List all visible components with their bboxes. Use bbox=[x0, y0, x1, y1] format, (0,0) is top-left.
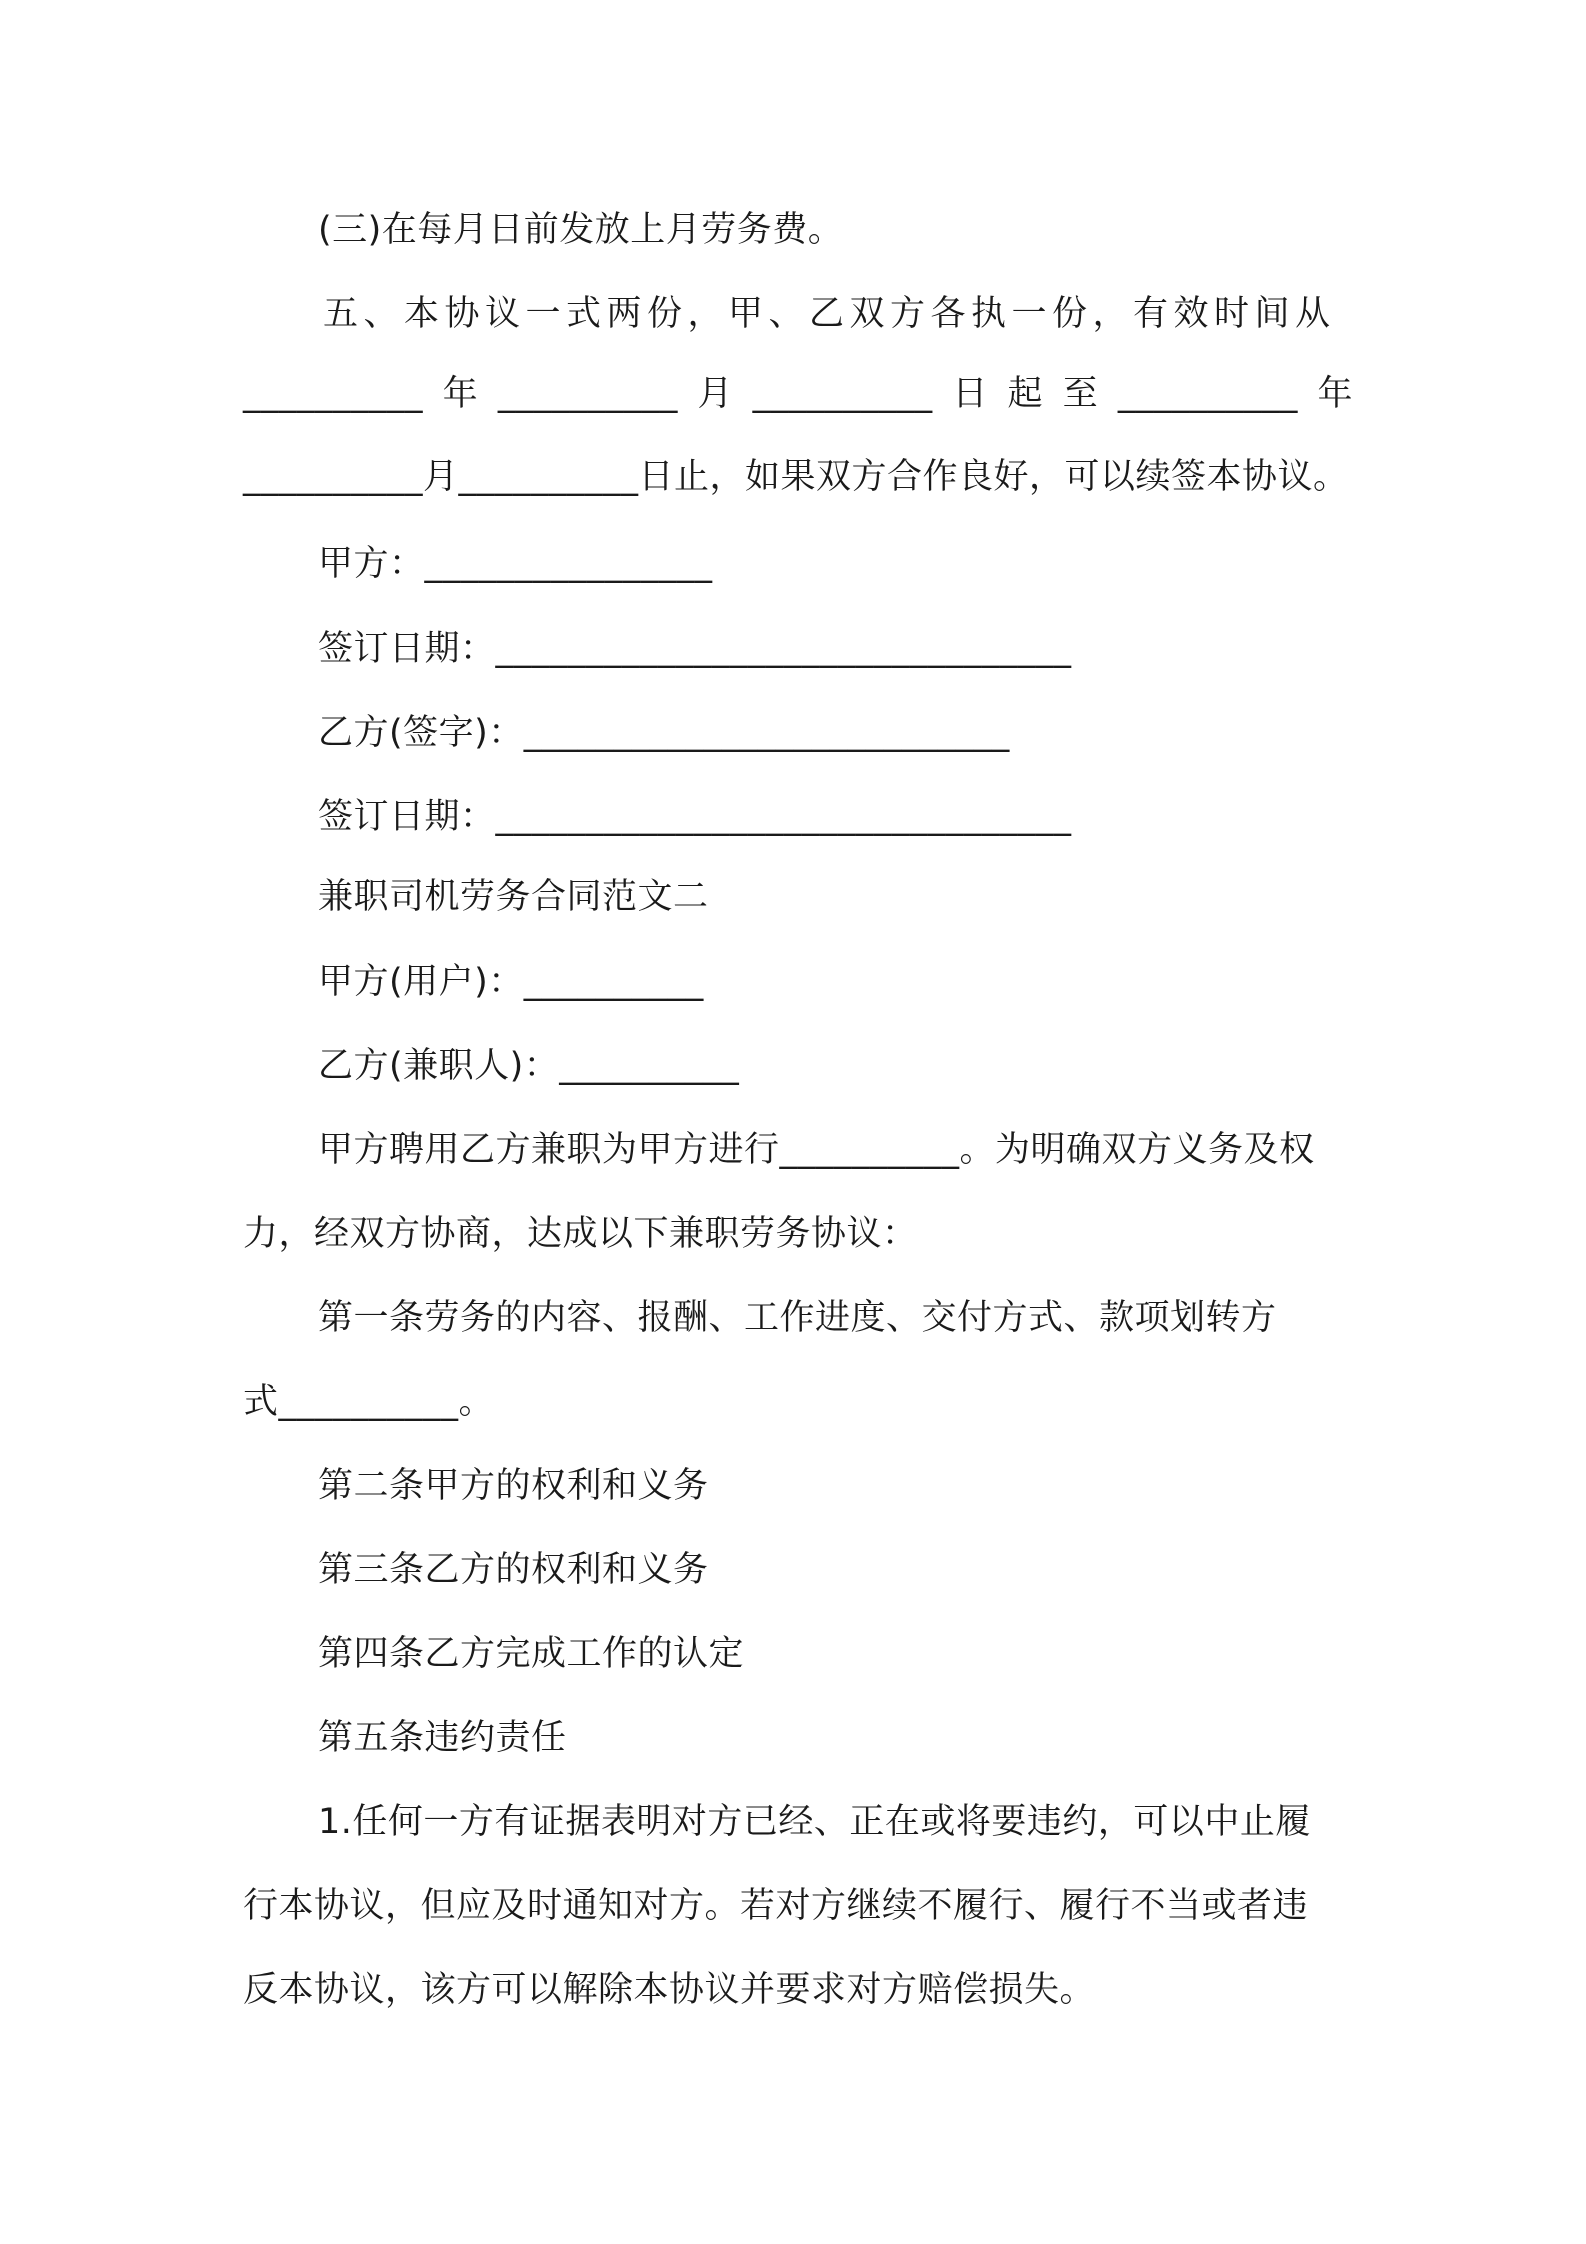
day-label: 日 bbox=[952, 374, 988, 414]
article-one-line-2: 式__________。 bbox=[243, 1382, 495, 1422]
blank-year-end: __________ bbox=[1117, 374, 1298, 414]
party-b-sign-date: 签订日期：________________________________ bbox=[318, 797, 1072, 837]
article-three: 第三条乙方的权利和义务 bbox=[318, 1550, 709, 1590]
blank-month-start: __________ bbox=[497, 374, 678, 414]
preamble-line-1: 甲方聘用乙方兼职为甲方进行__________。为明确双方义务及权 bbox=[318, 1130, 1315, 1170]
qi-label: 起 bbox=[1007, 374, 1043, 414]
article-one-line-1: 第一条劳务的内容、报酬、工作进度、交付方式、款项划转方 bbox=[318, 1298, 1277, 1338]
party-b-signature: 乙方(签字)：___________________________ bbox=[318, 713, 1010, 753]
party-b-part-timer: 乙方(兼职人)：__________ bbox=[318, 1046, 740, 1086]
year-label: 年 bbox=[442, 374, 479, 414]
clause-copies-validity: 五、本协议一式两份，甲、乙双方各执一份，有效时间从 bbox=[323, 294, 1336, 334]
breach-clause-line-2: 行本协议，但应及时通知对方。若对方继续不履行、履行不当或者违 bbox=[243, 1886, 1309, 1926]
year-end-label: 年 bbox=[1317, 374, 1353, 414]
blank-day-start: __________ bbox=[752, 374, 933, 414]
section-title-template-two: 兼职司机劳务合同范文二 bbox=[318, 877, 709, 917]
blank-year-start: __________ bbox=[243, 374, 423, 414]
preamble-line-2: 力，经双方协商，达成以下兼职劳务协议： bbox=[243, 1214, 918, 1254]
party-a-signature: 甲方：________________ bbox=[318, 544, 713, 584]
article-four: 第四条乙方完成工作的认定 bbox=[318, 1634, 745, 1674]
article-two: 第二条甲方的权利和义务 bbox=[318, 1466, 709, 1506]
breach-clause-line-1: 1.任何一方有证据表明对方已经、正在或将要违约，可以中止履 bbox=[318, 1802, 1311, 1842]
zhi-label: 至 bbox=[1062, 374, 1099, 414]
month-label: 月 bbox=[697, 374, 733, 414]
party-a-user: 甲方(用户)：__________ bbox=[318, 962, 704, 1002]
validity-date-line bbox=[243, 370, 1353, 418]
clause-payment-date: (三)在每月日前发放上月劳务费。 bbox=[318, 210, 844, 250]
article-five: 第五条违约责任 bbox=[318, 1718, 567, 1758]
breach-clause-line-3: 反本协议，该方可以解除本协议并要求对方赔偿损失。 bbox=[243, 1970, 1096, 2010]
party-a-sign-date: 签订日期：________________________________ bbox=[318, 629, 1072, 669]
validity-end-line: __________月__________日止，如果双方合作良好，可以续签本协议。 bbox=[243, 457, 1349, 497]
